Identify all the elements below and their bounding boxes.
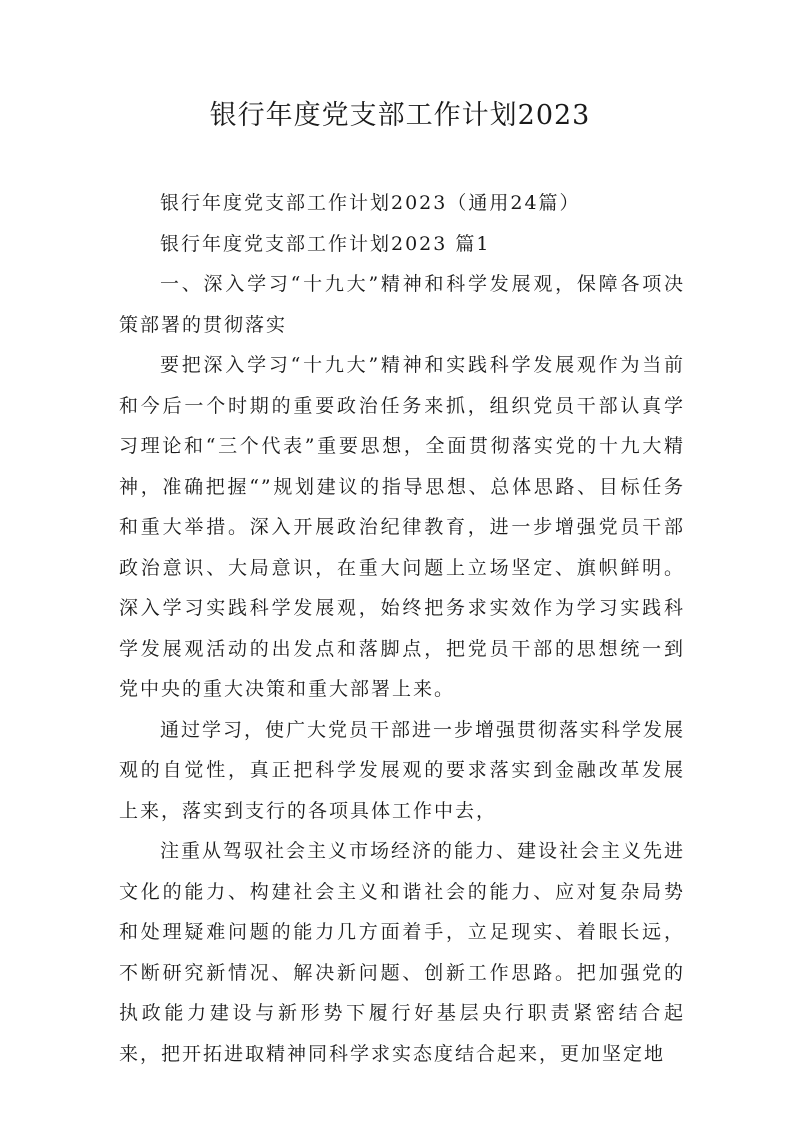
subtitle-paragraph: 银行年度党支部工作计划2023（通用24篇）: [160, 192, 581, 214]
section-heading: 银行年度党支部工作计划2023 篇1: [160, 232, 491, 255]
body-paragraph: 要把深入学习“十九大”精神和实践科学发展观作为当前和今后一个时期的重要政治任务来抓，组织党员干部认真学习理论和“三个代表”重要思想，全面贯彻落实党的十九大精神，准确把握“”规划建议的指导思想、总体思路、目标任务和重大举措。深入开展政治纪律教育，进一步增强党员干部政治意识、大局意识，在重大问题上立场坚定、旗帜鲜明。深入学习实践科学发展观，始终把务求实效作为学习实践科学发展观活动的出发点和落脚点，把党员干部的思想统一到党中央的重大决策和重大部署上来。: [119, 354, 685, 700]
document-body: [119, 183, 685, 1074]
item-heading: 一、深入学习“十九大”精神和科学发展观，保障各项决策部署的贯彻落实: [119, 273, 685, 336]
document-title: 银行年度党支部工作计划2023: [209, 100, 591, 131]
body-paragraph: 通过学习，使广大党员干部进一步增强贯彻落实科学发展观的自觉性，真正把科学发展观的要求落实到金融改革发展上来，落实到支行的各项具体工作中去，: [119, 718, 686, 822]
body-paragraph: 注重从驾驭社会主义市场经济的能力、建设社会主义先进文化的能力、构建社会主义和谐社会的能力、应对复杂局势和处理疑难问题的能力几方面着手，立足现实、着眼长远，不断研究新情况、解决新问题、创新工作思路。把加强党的执政能力建设与新形势下履行好基层央行职责紧密结合起来，把开拓进取精神同科学求实态度结合起来，更加坚定地: [119, 840, 686, 1065]
